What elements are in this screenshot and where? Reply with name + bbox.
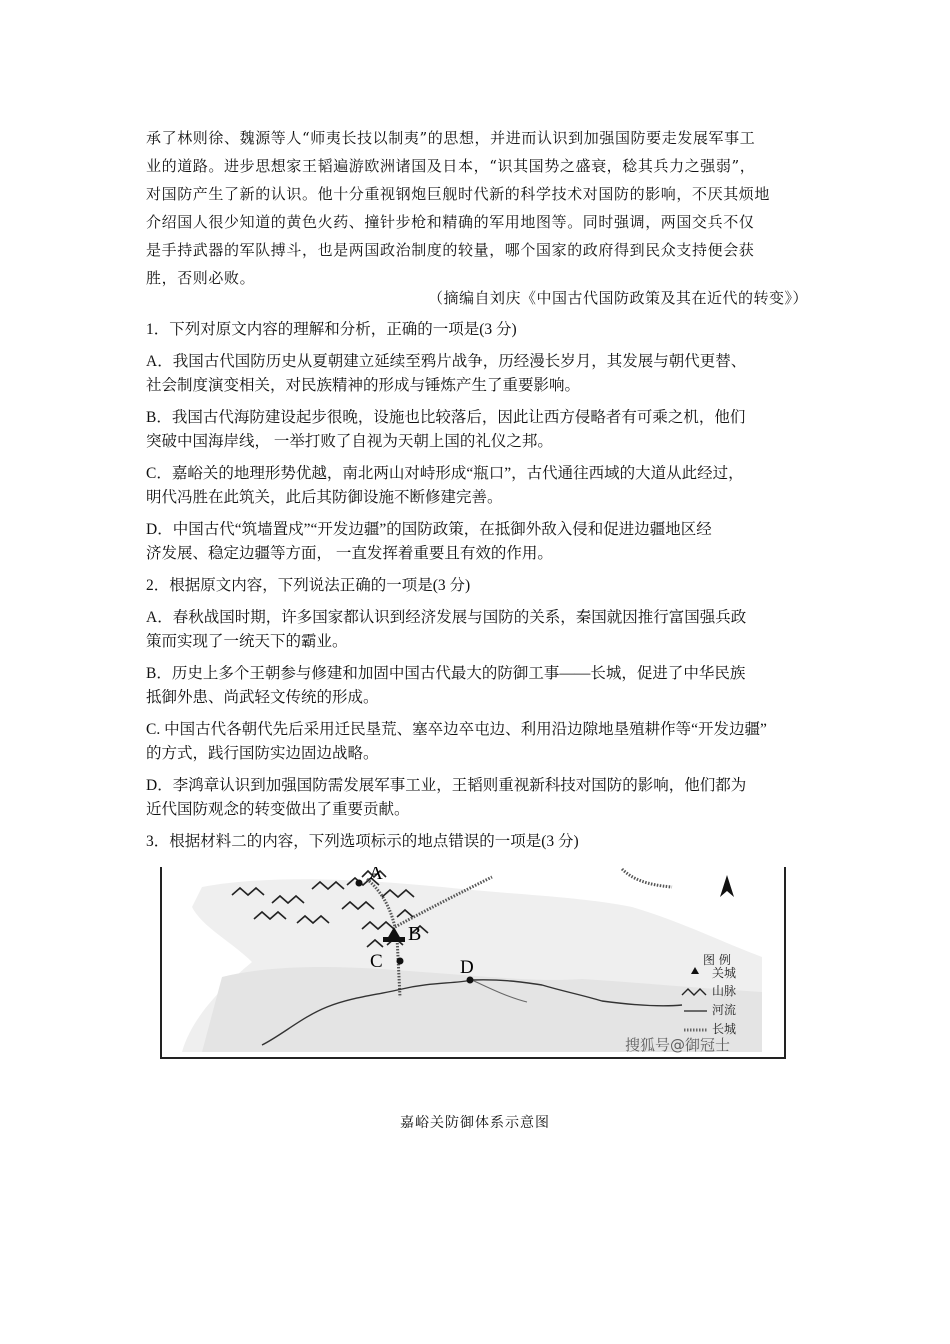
point-d-label: D (460, 957, 474, 978)
point-a-marker (356, 880, 363, 887)
legend-title: 图 例 (703, 953, 731, 967)
jiayuguan-map (160, 867, 786, 1059)
question-2-option-b (146, 662, 816, 710)
legend-wall-label: 长城 (712, 1022, 737, 1036)
question-1-option-b (146, 406, 816, 454)
passage-text (146, 124, 806, 292)
passage-line: 对国防产生了新的认识。他十分重视钢炮巨舰时代新的科学技术对国防的影响，不厌其烦地 (146, 185, 771, 203)
option-line: 济发展、稳定边疆等方面， 一直发挥着重要且有效的作用。 (146, 545, 553, 562)
option-line: C. 中国古代各朝代先后采用迁民垦荒、塞卒边卒屯边、利用沿边隙地垦殖耕作等“开发边疆” (146, 721, 767, 738)
option-line: B．历史上多个王朝参与修建和加固中国古代最大的防御工事——长城，促进了中华民族 (146, 665, 746, 682)
question-1-option-d (146, 518, 816, 566)
passage-line: 是手持武器的军队搏斗，也是两国政治制度的较量，哪个国家的政府得到民众支持便会获 (146, 241, 755, 259)
question-1-option-a (146, 350, 816, 398)
questions-area (146, 318, 816, 862)
question-3-title: 3．根据材料二的内容，下列选项标示的地点错误的一项是(3 分) (146, 833, 579, 850)
option-line: C．嘉峪关的地理形势优越，南北两山对峙形成“瓶口”，古代通往西域的大道从此经过， (146, 465, 744, 482)
point-b-label: B (408, 923, 422, 945)
option-line: B．我国古代海防建设起步很晚，设施也比较落后，因此让西方侵略者有可乘之机，他们 (146, 409, 746, 426)
legend-pass-label: 关城 (712, 966, 737, 980)
option-line: D．中国古代“筑墙置戍”“开发边疆”的国防政策，在抵御外敌入侵和促进边疆地区经 (146, 521, 712, 538)
north-arrow-icon (720, 875, 734, 897)
question-1-option-c (146, 462, 816, 510)
option-line: A．春秋战国时期，许多国家都认识到经济发展与国防的关系，秦国就因推行富国强兵政 (146, 609, 747, 626)
map-drawing (162, 867, 784, 1057)
question-1-title: 1．下列对原文内容的理解和分析，正确的一项是(3 分) (146, 321, 517, 338)
point-c-marker (397, 958, 404, 965)
point-c-label: C (370, 951, 383, 972)
option-line: 的方式，践行国防实边固边战略。 (146, 745, 379, 762)
question-2-option-a (146, 606, 816, 654)
passage-line: 承了林则徐、魏源等人“师夷长技以制夷”的思想，并进而认识到加强国防要走发展军事工 (146, 129, 756, 147)
option-line: D．李鸿章认识到加强国防需发展军事工业，王韬则重视新科技对国防的影响，他们都为 (146, 777, 747, 794)
question-2-title: 2．根据原文内容，下列说法正确的一项是(3 分) (146, 577, 471, 594)
passage-line: 介绍国人很少知道的黄色火药、撞针步枪和精确的军用地图等。同时强调，两国交兵不仅 (146, 213, 755, 231)
legend-river-label: 河流 (712, 1003, 737, 1017)
map-caption: 嘉峪关防御体系示意图 (400, 1115, 550, 1131)
passage-source: （摘编自刘庆《中国古代国防政策及其在近代的转变》） (427, 289, 808, 307)
option-line: 明代冯胜在此筑关，此后其防御设施不断修建完善。 (146, 489, 503, 506)
question-2-option-c (146, 718, 816, 766)
legend-mountain-label: 山脉 (712, 984, 737, 998)
option-line: 社会制度演变相关，对民族精神的形成与锤炼产生了重要影响。 (146, 377, 581, 394)
passage-line: 业的道路。进步思想家王韬遍游欧洲诸国及日本，“识其国势之盛衰，稔其兵力之强弱”， (146, 157, 756, 175)
option-line: A．我国古代国防历史从夏朝建立延续至鸦片战争，历经漫长岁月，其发展与朝代更替、 (146, 353, 747, 370)
watermark-text: 搜狐号@御冠士 (625, 1036, 731, 1054)
point-a-label: A (369, 867, 383, 884)
passage-line: 胜，否则必败。 (146, 269, 256, 287)
option-line: 抵御外患、尚武轻文传统的形成。 (146, 689, 379, 706)
option-line: 突破中国海岸线， 一举打败了自视为天朝上国的礼仪之邦。 (146, 433, 553, 450)
option-line: 近代国防观念的转变做出了重要贡献。 (146, 801, 410, 818)
question-2-option-d (146, 774, 816, 822)
option-line: 策而实现了一统天下的霸业。 (146, 633, 348, 650)
